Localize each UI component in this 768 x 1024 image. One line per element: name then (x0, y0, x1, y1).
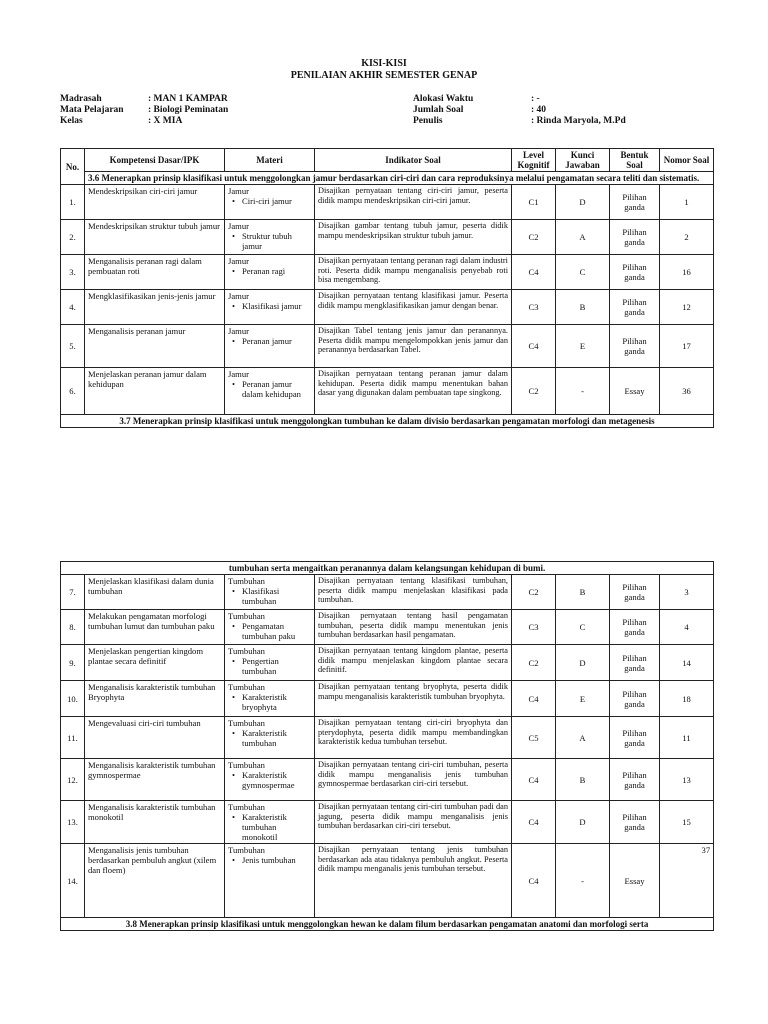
bentuk-cell: Essay (610, 368, 660, 415)
section-heading: 3.6 Menerapkan prinsip klasifikasi untuk menggolongkan jamur berdasarkan ciri-ciri dan cara reproduksinya melalui pengamatan secara teliti dan sistematis. (85, 172, 714, 185)
level-cell: C1 (512, 185, 556, 220)
bentuk-cell: Pilihan ganda (610, 290, 660, 325)
materi-cell (225, 220, 315, 255)
indikator-cell: Disajikan pernyataan tentang ciri-ciri bryophyta dan pterydophyta, peserta didik mampu membandingkan karakteristik kedua tumbuhan tersebut. (315, 717, 512, 759)
nomor-cell: 18 (660, 681, 714, 717)
materi-cell (225, 368, 315, 415)
table-row (61, 325, 714, 368)
kd-cell: Menjelaskan pengertian kingdom plantae secara definitif (85, 645, 225, 681)
level-cell: C3 (512, 610, 556, 645)
indikator-cell: Disajikan gambar tentang tubuh jamur, peserta didik mampu mendeskripsikan struktur tubuh jamur. (315, 220, 512, 255)
materi-cell (225, 645, 315, 681)
nomor-cell: 4 (660, 610, 714, 645)
info-value: : MAN 1 KAMPAR (148, 94, 228, 104)
materi-title: Tumbuhan (228, 802, 265, 812)
header-materi: Materi (225, 149, 315, 172)
kd-cell: Mendeskripsikan struktur tubuh jamur (85, 220, 225, 255)
level-cell: C4 (512, 759, 556, 801)
kd-cell: Menjelaskan peranan jamur dalam kehidupan (85, 368, 225, 415)
row-number: 14. (61, 844, 85, 918)
materi-bullet: • Peranan jamur (242, 336, 311, 346)
indikator-cell: Disajikan pernyataan tentang peranan ragi dalam industri roti. Peserta didik mampu menganalisis penyebab roti bisa mengembang. (315, 255, 512, 290)
info-label: Mata Pelajaran (60, 105, 124, 115)
materi-cell (225, 681, 315, 717)
nomor-cell: 14 (660, 645, 714, 681)
materi-bullet: • Karakteristik bryophyta (242, 692, 311, 712)
kunci-cell: C (556, 255, 610, 290)
table-row (61, 290, 714, 325)
kd-cell: Menganalisis karakteristik tumbuhan monokotil (85, 801, 225, 844)
info-value: : Rinda Maryola, M.Pd (531, 116, 626, 126)
indikator-cell: Disajikan Tabel tentang jenis jamur dan peranannya. Peserta didik mampu mengelompokkan jenis jamur dan peranannya berdasarkan Tabel. (315, 325, 512, 368)
row-number: 12. (61, 759, 85, 801)
kisi-table-top (60, 148, 714, 428)
indikator-cell: Disajikan pernyataan tentang kingdom plantae, peserta didik mampu menjelaskan kingdom plantae secara definitif. (315, 645, 512, 681)
table-row (61, 255, 714, 290)
bentuk-cell: Pilihan ganda (610, 801, 660, 844)
materi-cell (225, 185, 315, 220)
section-heading: tumbuhan serta mengaitkan peranannya dalam kelangsungan kehidupan di bumi. (61, 562, 714, 575)
bentuk-cell: Pilihan ganda (610, 610, 660, 645)
indikator-cell: Disajikan pernyataan tentang peranan jamur dalam kehidupan. Peserta didik mampu menentukan bahan dasar yang digunakan dalam pembuatan tape singkong. (315, 368, 512, 415)
row-number: 1. (61, 185, 85, 220)
bentuk-cell: Pilihan ganda (610, 185, 660, 220)
indikator-cell: Disajikan pernyataan tentang ciri-ciri tumbuhan padi dan jagung, peserta didik mampu menganalisis jenis tumbuhan berdasarkan ciri-ciri tersebut. (315, 801, 512, 844)
row-number: 10. (61, 681, 85, 717)
materi-bullet: • Pengertian tumbuhan (242, 656, 311, 676)
materi-bullet: • Peranan ragi (242, 266, 311, 276)
indikator-cell: Disajikan pernyataan tentang jenis tumbuhan berdasarkan ada atau tidaknya pembuluh angkut. Peserta didik mampu menganalis jenis tumbuhan tersebut. (315, 844, 512, 918)
nomor-cell: 36 (660, 368, 714, 415)
kunci-cell: A (556, 717, 610, 759)
kd-cell: Menganalisis karakteristik tumbuhan gymnospermae (85, 759, 225, 801)
kunci-cell: - (556, 844, 610, 918)
level-cell: C4 (512, 255, 556, 290)
header-kunci: Kunci Jawaban (556, 149, 610, 172)
kunci-cell: B (556, 575, 610, 610)
info-left (60, 94, 228, 127)
indikator-cell: Disajikan pernyataan tentang klasifikasi jamur. Peserta didik mampu mengklasifikasikan jamur dengan benar. (315, 290, 512, 325)
materi-title: Tumbuhan (228, 718, 265, 728)
nomor-cell: 2 (660, 220, 714, 255)
row-number: 11. (61, 717, 85, 759)
row-number: 2. (61, 220, 85, 255)
indikator-cell: Disajikan pernyataan tentang bryophyta, peserta didik mampu menganalisis karakteristik tumbuhan bryophyta. (315, 681, 512, 717)
info-label: Alokasi Waktu (413, 94, 474, 104)
materi-cell (225, 610, 315, 645)
nomor-cell: 13 (660, 759, 714, 801)
table-row (61, 610, 714, 645)
materi-cell (225, 844, 315, 918)
header-nomor: Nomor Soal (660, 149, 714, 172)
kunci-cell: B (556, 290, 610, 325)
bentuk-cell: Pilihan ganda (610, 575, 660, 610)
info-label: Madrasah (60, 94, 102, 104)
header-level: Level Kognitif (512, 149, 556, 172)
level-cell: C4 (512, 801, 556, 844)
level-cell: C2 (512, 368, 556, 415)
level-cell: C2 (512, 575, 556, 610)
bentuk-cell: Pilihan ganda (610, 717, 660, 759)
row-number: 7. (61, 575, 85, 610)
level-cell: C5 (512, 717, 556, 759)
materi-cell (225, 575, 315, 610)
bentuk-cell: Pilihan ganda (610, 681, 660, 717)
kd-cell: Menganalisis jenis tumbuhan berdasarkan pembuluh angkut (xilem dan floem) (85, 844, 225, 918)
materi-title: Tumbuhan (228, 845, 265, 855)
kd-cell: Menganalisis karakteristik tumbuhan Bryophyta (85, 681, 225, 717)
nomor-cell: 15 (660, 801, 714, 844)
indikator-cell: Disajikan pernyataan tentang klasifikasi tumbuhan, peserta didik mampu menjelaskan klasifikasi pada tumbuhan. (315, 575, 512, 610)
level-cell: C2 (512, 645, 556, 681)
kunci-cell: C (556, 610, 610, 645)
materi-title: Tumbuhan (228, 682, 265, 692)
info-label: Kelas (60, 116, 83, 126)
indikator-cell: Disajikan pernyataan tentang ciri-ciri jamur, peserta didik mampu mendeskripsikan ciri-ciri jamur. (315, 185, 512, 220)
materi-bullet: • Ciri-ciri jamur (242, 196, 311, 206)
nomor-cell: 17 (660, 325, 714, 368)
section-heading: 3.8 Menerapkan prinsip klasifikasi untuk menggolongkan hewan ke dalam filum berdasarkan pengamatan anatomi dan morfologi serta (61, 918, 714, 931)
info-right (413, 94, 626, 127)
materi-cell (225, 255, 315, 290)
bentuk-cell: Pilihan ganda (610, 645, 660, 681)
indikator-cell: Disajikan pernyataan tentang ciri-ciri tumbuhan, peserta didik mampu menganalisis jenis tumbuhan gymnospermae berdasarkan ciri-ciri tersebut. (315, 759, 512, 801)
section-heading: 3.7 Menerapkan prinsip klasifikasi untuk menggolongkan tumbuhan ke dalam divisio berdasarkan pengamatan morfologi dan metagenesis (61, 415, 714, 428)
row-number: 8. (61, 610, 85, 645)
header-indikator: Indikator Soal (315, 149, 512, 172)
indikator-cell: Disajikan pernyataan tentang hasil pengamatan tumbuhan, peserta didik mampu menentukan jenis tumbuhan berdasarkan hasil pengamatan. (315, 610, 512, 645)
materi-bullet: • Karakteristik tumbuhan monokotil (242, 812, 311, 842)
materi-bullet: • Jenis tumbuhan (242, 855, 311, 865)
kunci-cell: D (556, 185, 610, 220)
kd-cell: Mengevaluasi ciri-ciri tumbuhan (85, 717, 225, 759)
level-cell: C4 (512, 844, 556, 918)
bentuk-cell: Pilihan ganda (610, 255, 660, 290)
nomor-cell: 12 (660, 290, 714, 325)
table-row (61, 801, 714, 844)
materi-title: Jamur (228, 186, 250, 196)
kunci-cell: A (556, 220, 610, 255)
bentuk-cell: Pilihan ganda (610, 759, 660, 801)
materi-bullet: • Peranan jamur dalam kehidupan (242, 379, 311, 399)
bentuk-cell: Pilihan ganda (610, 220, 660, 255)
bentuk-cell: Pilihan ganda (610, 325, 660, 368)
row-number: 9. (61, 645, 85, 681)
table-row (61, 220, 714, 255)
document-title: KISI-KISI (361, 58, 407, 69)
kd-cell: Melakukan pengamatan morfologi tumbuhan lumut dan tumbuhan paku (85, 610, 225, 645)
nomor-cell: 37 (660, 844, 714, 918)
table-row (61, 368, 714, 415)
kunci-cell: E (556, 325, 610, 368)
nomor-cell: 3 (660, 575, 714, 610)
table-row (61, 717, 714, 759)
header-bentuk: Bentuk Soal (610, 149, 660, 172)
materi-title: Tumbuhan (228, 611, 265, 621)
row-number: 3. (61, 255, 85, 290)
materi-bullet: • Struktur tubuh jamur (242, 231, 311, 251)
materi-title: Jamur (228, 369, 250, 379)
info-value: : - (531, 94, 540, 104)
info-value: : X MIA (148, 116, 183, 126)
level-cell: C4 (512, 681, 556, 717)
header-kd: Kompetensi Dasar/IPK (85, 149, 225, 172)
document-subtitle: PENILAIAN AKHIR SEMESTER GENAP (290, 70, 478, 81)
kd-cell: Menganalisis peranan ragi dalam pembuatan roti (85, 255, 225, 290)
kd-cell: Menjelaskan klasifikasi dalam dunia tumbuhan (85, 575, 225, 610)
materi-cell (225, 325, 315, 368)
materi-cell (225, 717, 315, 759)
nomor-cell: 16 (660, 255, 714, 290)
materi-bullet: • Pengamatan tumbuhan paku (242, 621, 311, 641)
kd-cell: Mengklasifikasikan jenis-jenis jamur (85, 290, 225, 325)
kunci-cell: - (556, 368, 610, 415)
materi-bullet: • Karakteristik gymnospermae (242, 770, 311, 790)
kunci-cell: D (556, 645, 610, 681)
materi-cell (225, 801, 315, 844)
level-cell: C2 (512, 220, 556, 255)
bentuk-cell: Essay (610, 844, 660, 918)
table-row (61, 185, 714, 220)
materi-title: Tumbuhan (228, 646, 265, 656)
materi-title: Tumbuhan (228, 576, 265, 586)
materi-title: Tumbuhan (228, 760, 265, 770)
header-no: No. (61, 149, 85, 185)
kd-cell: Menganalisis peranan jamur (85, 325, 225, 368)
kunci-cell: D (556, 801, 610, 844)
row-number: 6. (61, 368, 85, 415)
info-value: : 40 (531, 105, 547, 115)
nomor-cell: 1 (660, 185, 714, 220)
table-row (61, 645, 714, 681)
info-label: Penulis (413, 116, 443, 126)
nomor-cell: 11 (660, 717, 714, 759)
kunci-cell: B (556, 759, 610, 801)
kunci-cell: E (556, 681, 610, 717)
row-number: 4. (61, 290, 85, 325)
materi-title: Jamur (228, 291, 250, 301)
kisi-table-bottom (60, 561, 714, 931)
table-row (61, 575, 714, 610)
materi-cell (225, 759, 315, 801)
row-number: 5. (61, 325, 85, 368)
level-cell: C4 (512, 325, 556, 368)
materi-title: Jamur (228, 326, 250, 336)
info-label: Jumlah Soal (413, 105, 464, 115)
materi-bullet: • Klasifikasi jamur (242, 301, 311, 311)
materi-bullet: • Karakteristik tumbuhan (242, 728, 311, 748)
materi-cell (225, 290, 315, 325)
materi-title: Jamur (228, 221, 250, 231)
row-number: 13. (61, 801, 85, 844)
info-value: : Biologi Peminatan (148, 105, 229, 115)
materi-bullet: • Klasifikasi tumbuhan (242, 586, 311, 606)
level-cell: C3 (512, 290, 556, 325)
table-row (61, 681, 714, 717)
table-row (61, 844, 714, 918)
table-row (61, 759, 714, 801)
kd-cell: Mendeskripsikan ciri-ciri jamur (85, 185, 225, 220)
materi-title: Jamur (228, 256, 250, 266)
